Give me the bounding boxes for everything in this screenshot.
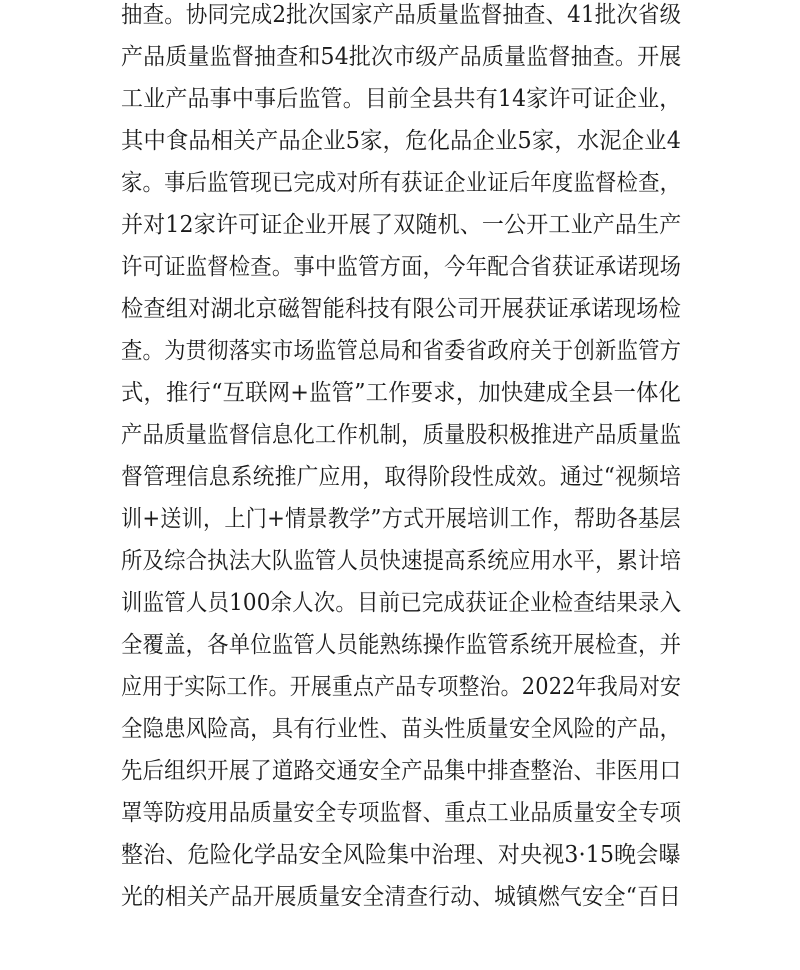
text-line: 查。为贯彻落实市场监管总局和省委省政府关于创新监管方 bbox=[121, 338, 682, 364]
text-line: 家。事后监管现已完成对所有获证企业证后年度监督检查， bbox=[121, 170, 682, 196]
text-line: 先后组织开展了道路交通安全产品集中排查整治、非医用口 bbox=[121, 758, 682, 784]
text-line: 全隐患风险高，具有行业性、苗头性质量安全风险的产品， bbox=[121, 716, 682, 742]
text-line: 所及综合执法大队监管人员快速提高系统应用水平，累计培 bbox=[121, 548, 682, 574]
text-line: 训+送训，上门+情景教学”方式开展培训工作，帮助各基层 bbox=[121, 506, 681, 532]
text-line: 罩等防疫用品质量安全专项监督、重点工业品质量安全专项 bbox=[121, 800, 682, 826]
text-line: 其中食品相关产品企业5家，危化品企业5家，水泥企业4 bbox=[121, 128, 682, 154]
text-line: 应用于实际工作。开展重点产品专项整治。2022年我局对安 bbox=[121, 674, 682, 700]
text-line: 抽查。协同完成2批次国家产品质量监督抽查、41批次省级 bbox=[121, 2, 682, 28]
text-line: 式，推行“互联网+监管”工作要求，加快建成全县一体化 bbox=[121, 380, 681, 406]
text-line: 光的相关产品开展质量安全清查行动、城镇燃气安全“百日 bbox=[121, 884, 681, 910]
text-line: 许可证监督检查。事中监管方面，今年配合省获证承诺现场 bbox=[121, 254, 682, 280]
text-line: 整治、危险化学品安全风险集中治理、对央视3·15晚会曝 bbox=[121, 842, 681, 868]
text-line: 检查组对湖北京磁智能科技有限公司开展获证承诺现场检 bbox=[121, 296, 681, 322]
text-line: 全覆盖，各单位监管人员能熟练操作监管系统开展检查，并 bbox=[121, 632, 682, 658]
text-line: 产品质量监督抽查和54批次市级产品质量监督抽查。开展 bbox=[121, 44, 682, 70]
text-line: 训监管人员100余人次。目前已完成获证企业检查结果录入 bbox=[121, 590, 682, 616]
text-line: 督管理信息系统推广应用，取得阶段性成效。通过“视频培 bbox=[121, 464, 681, 490]
text-line: 工业产品事中事后监管。目前全县共有14家许可证企业， bbox=[121, 86, 682, 112]
text-line: 并对12家许可证企业开展了双随机、一公开工业产品生产 bbox=[121, 212, 682, 238]
text-line: 产品质量监督信息化工作机制，质量股积极推进产品质量监 bbox=[121, 422, 682, 448]
